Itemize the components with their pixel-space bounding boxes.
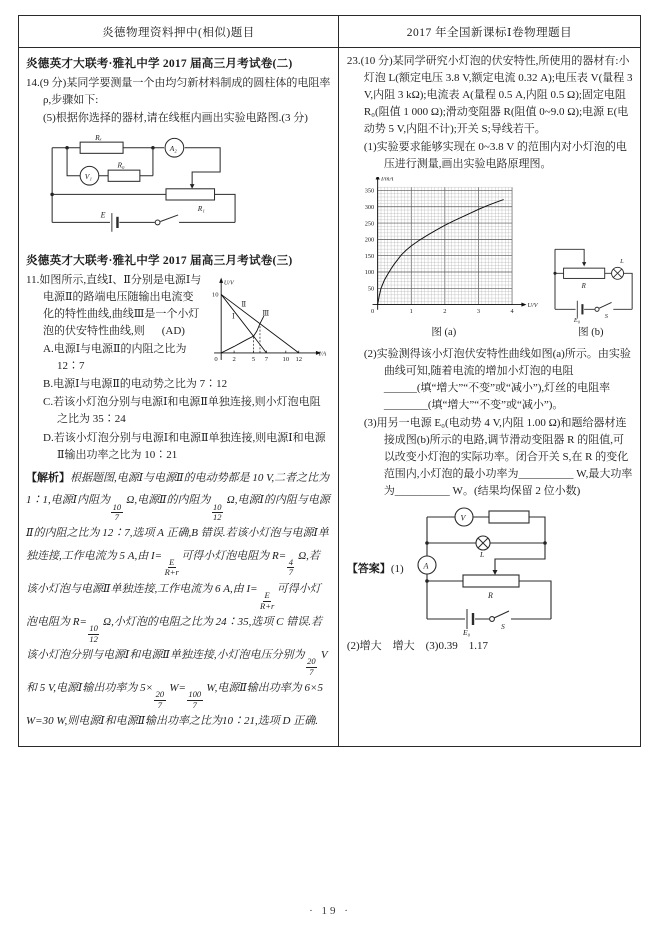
grid	[377, 188, 511, 305]
chart-text: 12	[295, 355, 302, 363]
chart-text: 3	[476, 308, 480, 316]
fraction: $\frac{4}{7}$	[288, 557, 293, 578]
chart-text: 350	[364, 188, 375, 196]
q23-sub1: (1)实验要求能够实现在 0~3.8 V 的范围内对小灯泡的电压进行测量,画出实验电路原理图。	[363, 141, 627, 171]
chart-text: 4	[510, 308, 514, 316]
header-cell-right: 2017 年全国新课标Ⅰ卷物理题目	[406, 27, 573, 39]
figure-row	[347, 177, 633, 341]
chart-text: 50	[367, 285, 375, 293]
switch-pivot	[489, 617, 494, 622]
battery-e0-label: E₀	[462, 628, 470, 638]
option-a: A.电源Ⅰ与电源Ⅱ的内阻之比为 12∶7	[43, 343, 187, 373]
chart-text: 1	[409, 308, 413, 316]
fraction: $\frac{10}{12}$	[89, 623, 98, 644]
switch-label: S	[604, 313, 608, 321]
answer-block	[347, 503, 633, 637]
lamp-iv-curve	[377, 200, 503, 305]
switch-label: S	[500, 622, 505, 632]
fraction: $\frac{20}{7}$	[307, 656, 316, 677]
q14-circuit-diagram	[26, 132, 331, 240]
analysis	[26, 467, 331, 733]
analysis-label: 【解析】	[26, 471, 70, 484]
q11-block	[26, 272, 331, 464]
fraction: $\frac{10}{12}$	[213, 501, 222, 522]
table-body-row	[19, 48, 640, 746]
slider-arrow	[582, 262, 586, 266]
q14-text: 14.(9 分)某同学要测量一个由均匀新材料制成的圆柱体的电阻率 ρ,步骤如下:	[26, 76, 331, 107]
chart-text: 0	[214, 355, 218, 363]
fig-b-svg	[543, 237, 639, 325]
exam2-heading: 炎德英才大联考·雅礼中学 2017 届高三月考试卷(二)	[26, 57, 293, 70]
q14-circuit-svg	[26, 132, 250, 240]
option-b: B.电源Ⅰ与电源Ⅱ的电动势之比为 7∶12	[43, 378, 228, 391]
resistor-r0	[489, 511, 529, 523]
fig-a-svg	[347, 177, 541, 325]
answer-part1: (1)	[390, 563, 404, 576]
switch-lever	[494, 611, 509, 618]
ammeter-label: A	[423, 561, 429, 571]
chart-text: 150	[364, 253, 375, 261]
chart-text: 5	[251, 355, 255, 363]
comparison-table	[18, 15, 641, 747]
voltmeter-label: V	[460, 513, 466, 523]
switch-lever	[599, 303, 612, 309]
rheostat-r	[463, 575, 519, 587]
q23-sub2: (2)实验测得该小灯泡伏安特性曲线如图(a)所示。由实验曲线可知,随着电流的增加小灯泡的电阻______(填“增大”“不变”或“减小”),灯丝的电阻率________(填“增大”“不变”或“减小”)。	[363, 347, 631, 411]
chart-text: Ⅲ	[262, 309, 270, 318]
q11-text-body: 11.如图所示,直线Ⅰ、Ⅱ分别是电源Ⅰ与电源Ⅱ的路端电压随输出电流变化的特性曲线,曲线Ⅲ是一个小灯泡的伏安特性曲线,则	[26, 274, 202, 338]
fig-b-circuit	[543, 237, 639, 341]
switch-pivot	[595, 308, 599, 312]
chart-text: 2	[232, 355, 236, 363]
q23-sub3: (3)用另一电源 E₀(电动势 4 V,内阻 1.00 Ω)和题给器材连接成图(b)所示的电路,调节滑动变阻器 R 的阻值,可以改变小灯泡的实际功率。闭合开关 S,在 R 的变化范围内,小灯泡的最小功率为__________ W,最大功率为__________ W。(结果均保留 2 位小数)	[363, 416, 633, 497]
rheostat-r-label: R	[581, 283, 586, 291]
wire	[495, 543, 545, 571]
q11-graph-svg	[207, 274, 331, 368]
slider-arrow	[190, 184, 195, 189]
chart-text: U/V	[527, 302, 538, 310]
fraction: $\frac{20}{7}$	[155, 689, 165, 710]
wire	[555, 250, 584, 310]
fraction: $\frac{E}{R+r}$	[260, 590, 275, 611]
resistor-r0	[108, 170, 140, 181]
answer-rest: (2)增大 增大 (3)0.39 1.17	[346, 640, 488, 653]
fig-a-chart	[347, 177, 541, 341]
q23-text: 23.(10 分)某同学研究小灯泡的伏安特性,所使用的器材有:小灯泡 L(额定电压 3.8 V,额定电流 0.32 A);电压表 V(量程 3 V,内阻 3 kΩ);电流表 A(量程 0.5 A,内阻 0.5 Ω);固定电阻 R₀(阻值 1 000 Ω);滑动变阻器 R(阻值 0~9.0 Ω);电源 E(电动势 5 V,内阻不计);开关 S;导线若干。	[346, 55, 633, 136]
fraction: $\frac{E}{R+r}$	[164, 557, 179, 578]
slider-arrow	[492, 570, 497, 575]
page-number: · 19 ·	[309, 905, 351, 917]
axes	[212, 278, 326, 363]
option-d: D.若该小灯泡分别与电源Ⅰ和电源Ⅱ单独连接,则电源Ⅰ和电源Ⅱ输出功率之比为 10∶21	[43, 431, 326, 461]
chart-text: 10	[211, 291, 219, 299]
chart-text: 250	[364, 220, 375, 228]
lamp-label: L	[619, 258, 624, 266]
fig-a-caption: 图 (a)	[431, 327, 457, 339]
resistor-r0-label: R₀	[117, 160, 125, 170]
exam3-heading: 炎德英才大联考·雅礼中学 2017 届高三月考试卷(三)	[26, 254, 293, 268]
chart-text: 100	[364, 269, 375, 277]
voltmeter-v1-label: V₁	[84, 172, 92, 182]
analysis-text: 根据题图,电源Ⅰ与电源Ⅱ的电动势都是 10 V,二者之比为 1∶1,电源Ⅰ内阻为 $\frac{10}{7}$ Ω,电源Ⅱ的内阻为 $\frac{10}{12}$ Ω,电源Ⅰ的内阻与电源Ⅱ的内阻之比为 12∶7,选项 A 正确,B 错误.若该小灯泡与电源Ⅰ单独连接,工作电流为 5 A,由 I= $\frac{E}{R+r}$ 可得小灯泡电阻为 R= $\frac{4}{7}$ Ω,若该小灯泡与电源Ⅱ单独连接,工作电流为 6 A,由 I= $\frac{E}{R+r}$ 可得小灯泡电阻为 R= $\frac{10}{12}$ Ω,小灯泡的电阻之比为 24∶35,选项 C 错误.若该小灯泡分别与电源Ⅰ和电源Ⅱ单独连接,小灯泡电压分别为 $\frac{20}{7}$ V 和 5 V,电源Ⅰ输出功率为 5× $\frac{20}{7}$ W= $\frac{100}{7}$ W,电源Ⅱ输出功率为 6×5 W=30 W,则电源Ⅰ和电源Ⅱ输出功率之比为10∶21,选项 D 正确.	[26, 471, 330, 728]
chart-text: Ⅰ	[231, 312, 235, 321]
rheostat-r1-label: R₁	[197, 204, 205, 214]
resistor-rx-label: Rₓ	[95, 132, 102, 142]
chart-text: Ⅱ	[241, 300, 247, 309]
option-c: C.若该小灯泡分别与电源Ⅰ和电源Ⅱ单独连接,则小灯泡电阻之比为 35∶24	[43, 396, 321, 426]
rheostat-r-label: R	[487, 591, 493, 601]
chart-text: 0	[370, 308, 375, 316]
lamp-label: L	[479, 550, 484, 560]
battery-e-label: E	[100, 210, 106, 220]
fig-b-caption: 图 (b)	[578, 327, 604, 339]
right-column	[339, 48, 640, 746]
answer-label-wrap	[347, 561, 404, 578]
switch-pivot	[155, 220, 160, 225]
q11-graph	[207, 274, 331, 368]
rheostat-r	[563, 268, 604, 278]
fraction: $\frac{10}{7}$	[112, 501, 122, 522]
answer-circuit-svg	[404, 503, 566, 637]
switch-lever	[160, 215, 178, 222]
rheostat-r1	[166, 189, 215, 200]
table-header-row	[19, 16, 640, 48]
q14-sub5: (5)根据你选择的器材,请在线框内画出实验电路图.(3 分)	[43, 112, 308, 125]
chart-text: 200	[364, 236, 375, 244]
chart-text: 10	[282, 355, 289, 363]
answer-label: 【答案】	[346, 563, 391, 576]
chart-text: I/mA	[380, 177, 394, 183]
chart-text: U/V	[223, 279, 234, 287]
chart-text: I/A	[318, 350, 326, 358]
wire	[153, 148, 220, 185]
q11-answer: (AD)	[161, 325, 185, 338]
left-column	[19, 48, 339, 746]
ammeter-a2-label: A₂	[169, 144, 177, 154]
header-cell-left: 炎德物理资料押中(相似)题目	[19, 16, 339, 47]
chart-text: 7	[264, 355, 268, 363]
chart-text: 300	[364, 204, 375, 212]
battery-e0-label: E₀	[573, 317, 580, 325]
chart-text: 2	[443, 308, 447, 316]
fraction: $\frac{100}{7}$	[188, 689, 202, 710]
resistor-rx	[80, 142, 123, 153]
